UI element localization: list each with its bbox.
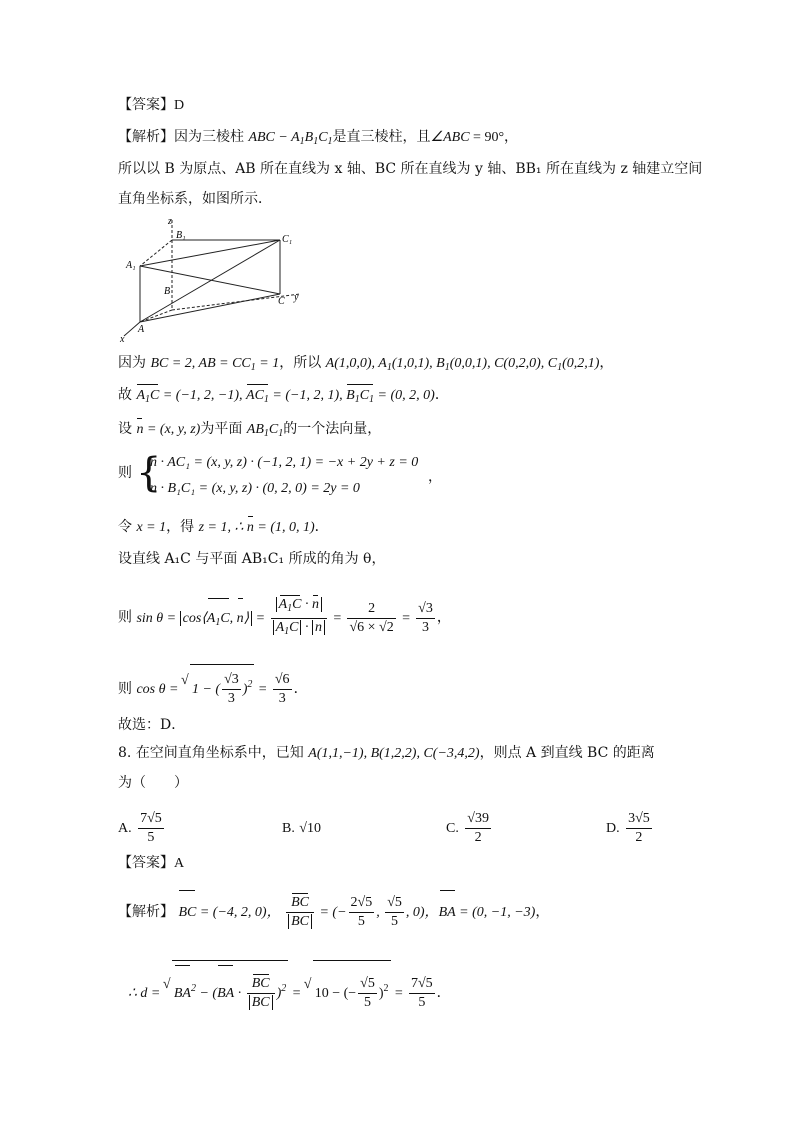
math-q8-points: A(1,1,−1), B(1,2,2), C(−3,4,2) <box>308 746 480 761</box>
math-x-eq: x = 1 <box>136 520 167 535</box>
text: ，所以 <box>279 355 322 371</box>
q7-analysis-line9: 设直线 A₁C 与平面 AB₁C₁ 所成的角为 θ， <box>118 551 386 567</box>
q7-then-label: 则 <box>118 465 132 481</box>
text: ，得 <box>166 519 195 535</box>
math-vectors: $A_1C = (-1$, 2, −1), $AC_1 = (-1$, 2, 1), $B_1C_1 = (0$, 2, 0) <box>136 388 434 403</box>
option-label: A. <box>118 821 132 836</box>
option-a-num: 7√5 <box>138 810 164 829</box>
q8-option-b <box>282 808 321 849</box>
q7-answer-line <box>118 94 184 117</box>
label-A1: A₁ <box>126 260 136 271</box>
text: 的一个法向量， <box>283 421 382 437</box>
text: 故 <box>118 387 132 403</box>
text: ，则点 A 到直线 BC 的距离 <box>479 745 655 761</box>
system-eq2: n · B₁C₁ = (x, y, z) · (0, 2, 0) = 2y = 0 <box>150 481 360 496</box>
q7-analysis-line3: 直角坐标系，如图所示． <box>118 191 272 207</box>
q7-cos-line: 则 cos θ = √ 1 − ( $\frac{√3}{3}$ )$^2$ = $\frac{√6}{3}$ ． <box>118 664 308 710</box>
option-label: C. <box>446 821 459 836</box>
q8-analysis-line1: 【解析】 BC = (−4, 2, 0)， $\frac{BC}{BC}$ = (− $\frac{2√5}{5}$ , $\frac{√5}{5}$ , 0)，BA = (0, −1, −3)， <box>118 890 549 935</box>
answer-tag: 【答案】 <box>118 855 174 871</box>
q8-option-a <box>118 808 166 849</box>
math-sin-theta: $\sin \theta = \cos⟨A_1C$, n⟩ = $\frac{A_1C \cdot n}{A_1C \cdot n}$ = $\frac{2}{√6 \times √2}$ = $\frac{√3}{3}$ <box>136 611 436 626</box>
q7-analysis-line5: 故 $A_1C = (-1$, 2, −1), $AC_1 = (-1$, 2, 1), $B_1C_1 = (0$, 2, 0)． <box>118 384 449 411</box>
analysis-tag: 【解析】 <box>118 129 174 145</box>
question-number: 8. <box>118 745 132 761</box>
option-b-value: √10 <box>299 821 321 836</box>
answer-value: A <box>174 856 185 871</box>
system-comma: ， <box>428 469 442 485</box>
math-q8-vectors: BC = (−4, 2, 0)， $\frac{BC}{BC}$ = (− $\frac{2√5}{5}$ , $\frac{√5}{5}$ , 0)，BA = (0, −1, −3) <box>178 905 535 920</box>
q7-analysis-line6 <box>118 418 381 445</box>
q8-distance-line: ∴ d = √ $BA^2 - (BA$ · $\frac{BC}{BC}$ )$^2$ = √ 10 − (− $\frac{√5}{5}$ )$^2$ = $\frac{7√5}{5}$ ． <box>128 960 451 1022</box>
q8-answer-line <box>118 852 184 875</box>
label-z: z <box>168 216 172 227</box>
text: 令 <box>118 519 132 535</box>
text: 则 <box>118 609 132 626</box>
text: 因为三棱柱 <box>174 129 244 145</box>
label-x: x <box>120 334 125 344</box>
q7-analysis-line4: 因为 BC = 2, AB = $CC_1 = 1$，所以 A(1,0,0), $A_1(1,0,1)$, $B_1(0,0,1)$, C(0,2,0), $C_1(0,2,1)$， <box>118 355 614 373</box>
option-a-den: 5 <box>147 829 155 845</box>
math-z-result: z = 1, ∴ n = (1, 0, 1) <box>199 520 315 535</box>
q8-option-d <box>606 808 654 849</box>
option-c-num: √39 <box>465 810 491 829</box>
prism-figure <box>116 212 316 344</box>
option-d-num: 3√5 <box>626 810 652 829</box>
q7-analysis-line1: 【解析】因为三棱柱 ABC − $A_1B_1C_1$是直三棱柱，且∠ABC = 90°， <box>118 129 519 147</box>
text: 设 <box>118 421 132 437</box>
q8-stem-line2: 为（ ） <box>118 775 188 791</box>
math-normal: n = (x, y, z) <box>136 422 200 437</box>
label-C: C <box>278 296 285 307</box>
system-eq1: n · AC₁ = (x, y, z) · (−1, 2, 1) = −x + 2y + z = 0 <box>150 455 419 470</box>
option-label: B. <box>282 821 295 836</box>
q8-option-c <box>446 808 493 849</box>
label-A: A <box>138 324 145 335</box>
q7-analysis-line8: 令 x = 1，得 z = 1, ∴ n = (1, 0, 1)． <box>118 516 329 539</box>
math-distance: ∴ d = √ $BA^2 - (BA$ · $\frac{BC}{BC}$ )$^2$ = √ 10 − (− $\frac{√5}{5}$ )$^2$ = $\frac{7√5}{5}$ <box>128 986 437 1001</box>
q7-conclusion: 故选：D． <box>118 717 186 733</box>
math-plane: $AB_1C_1$ <box>246 422 284 439</box>
math-points: A(1,0,0), $A_1(1,0,1)$, $B_1(0,0,1)$, C(0,2,0), $C_1(0,2,1)$ <box>325 356 600 373</box>
analysis-tag: 【解析】 <box>118 904 174 920</box>
label-B: B <box>164 286 171 297</box>
label-y: y <box>294 292 299 303</box>
text: 因为 <box>118 355 146 371</box>
label-B1: B₁ <box>176 230 186 241</box>
text: 为平面 <box>200 421 243 437</box>
q8-stem-line1 <box>118 742 655 765</box>
system-brace: { <box>136 450 162 496</box>
math-prism: ABC − $A_1B_1C_1$ <box>248 130 333 147</box>
text: 在空间直角坐标系中，已知 <box>135 745 304 761</box>
option-label: D. <box>606 821 620 836</box>
text: ， <box>504 129 519 145</box>
option-d-den: 2 <box>635 829 643 845</box>
label-C1: C₁ <box>282 234 293 245</box>
math-angle: ∠ABC <box>430 130 470 145</box>
answer-value: D <box>174 98 185 113</box>
text: 是直三棱柱，且 <box>332 129 431 145</box>
answer-tag: 【答案】 <box>118 97 174 113</box>
text: 则 <box>118 681 132 697</box>
q7-analysis-line2: 所以以 B 为原点、AB 所在直线为 x 轴、BC 所在直线为 y 轴、BB₁ 所在直线为 z 轴建立空间 <box>118 161 703 177</box>
option-c-den: 2 <box>474 829 482 845</box>
math-given-lengths: BC = 2, AB = $CC_1 = 1$ <box>150 356 280 373</box>
math-cos-theta: cos θ = √ 1 − ( $\frac{√3}{3}$ )$^2$ = $\frac{√6}{3}$ <box>136 682 293 697</box>
q7-sin-line: 则 $\sin \theta = \cos⟨A_1C$, n⟩ = $\frac{A_1C \cdot n}{A_1C \cdot n}$ = $\frac{2}{√6 \times √2}$ = $\frac{√3}{3}$ ， <box>118 596 451 643</box>
